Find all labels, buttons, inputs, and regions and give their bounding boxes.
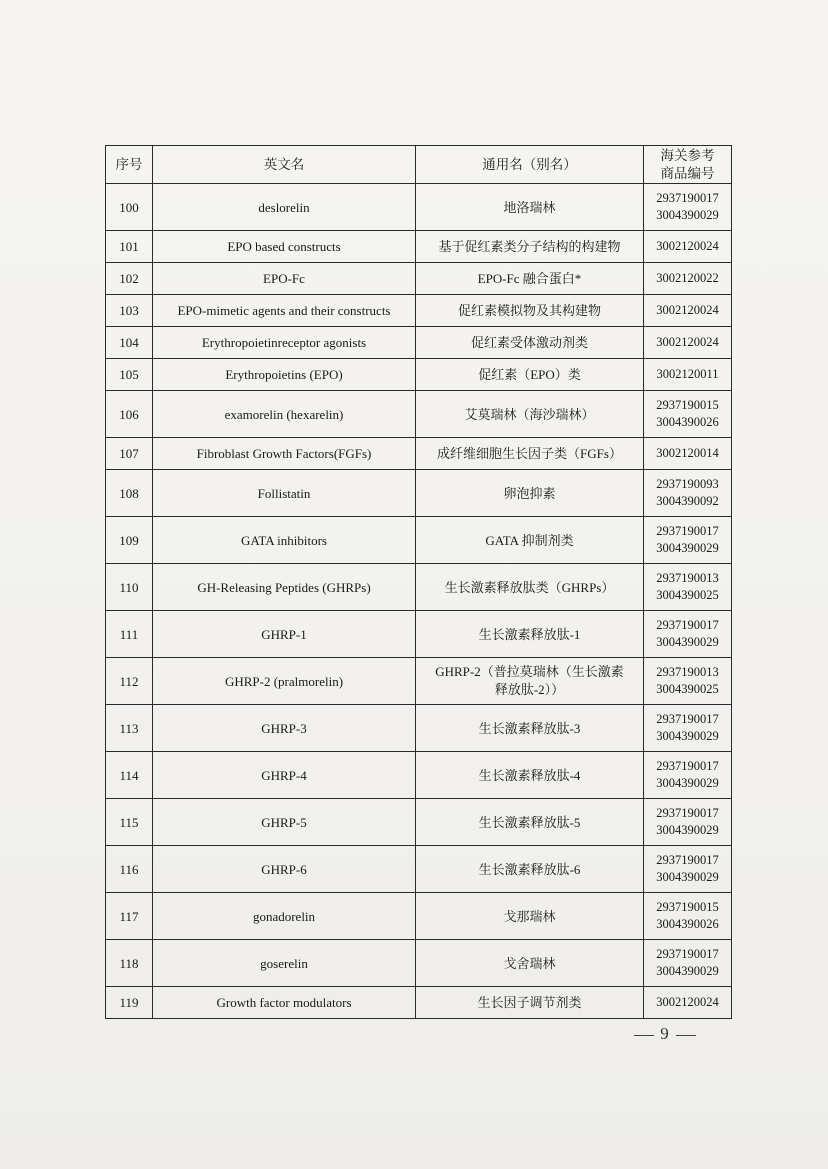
row-customs-codes <box>644 846 732 893</box>
row-common-name: GATA 抑制剂类 <box>416 517 644 564</box>
customs-code: 2937190017 <box>656 524 719 538</box>
row-index: 105 <box>106 359 153 391</box>
header-customs-code-line2: 商品编号 <box>660 165 715 181</box>
row-common-name: 艾莫瑞林（海沙瑞林） <box>416 391 644 438</box>
row-common-name: 生长因子调节剂类 <box>416 987 644 1019</box>
customs-code: 2937190017 <box>656 947 719 961</box>
row-customs-codes <box>644 263 732 295</box>
row-index: 100 <box>106 184 153 231</box>
row-index: 104 <box>106 327 153 359</box>
customs-code: 2937190017 <box>656 853 719 867</box>
customs-code: 3004390029 <box>656 776 719 790</box>
row-index: 108 <box>106 470 153 517</box>
row-index: 111 <box>106 611 153 658</box>
customs-code: 3004390029 <box>656 870 719 884</box>
table-row <box>106 987 732 1019</box>
row-customs-codes <box>644 893 732 940</box>
page-number-dash-right <box>676 1035 696 1036</box>
header-common-name: 通用名（别名） <box>416 146 644 184</box>
row-customs-codes <box>644 438 732 470</box>
table-row <box>106 611 732 658</box>
table-row <box>106 658 732 705</box>
customs-code: 2937190017 <box>656 806 719 820</box>
table-row <box>106 517 732 564</box>
customs-code: 3002120024 <box>656 303 719 317</box>
table-row <box>106 564 732 611</box>
row-customs-codes <box>644 517 732 564</box>
row-common-name: 成纤维细胞生长因子类（FGFs） <box>416 438 644 470</box>
row-index: 114 <box>106 752 153 799</box>
customs-code: 3004390029 <box>656 729 719 743</box>
substance-table <box>105 145 732 1019</box>
row-customs-codes <box>644 470 732 517</box>
row-index: 117 <box>106 893 153 940</box>
row-english-name: deslorelin <box>153 184 416 231</box>
row-customs-codes <box>644 987 732 1019</box>
row-english-name: GATA inhibitors <box>153 517 416 564</box>
table-row <box>106 940 732 987</box>
row-customs-codes <box>644 359 732 391</box>
row-english-name: Fibroblast Growth Factors(FGFs) <box>153 438 416 470</box>
customs-code: 3004390029 <box>656 635 719 649</box>
customs-code: 3004390029 <box>656 964 719 978</box>
row-customs-codes <box>644 752 732 799</box>
row-common-name: 促红素受体激动剂类 <box>416 327 644 359</box>
row-common-name: 促红素（EPO）类 <box>416 359 644 391</box>
table-row <box>106 327 732 359</box>
row-customs-codes <box>644 184 732 231</box>
customs-code: 3004390029 <box>656 208 719 222</box>
row-common-name: 生长激素释放肽类（GHRPs） <box>416 564 644 611</box>
customs-code: 3004390025 <box>656 682 719 696</box>
customs-code: 3002120022 <box>656 271 719 285</box>
row-customs-codes <box>644 658 732 705</box>
row-english-name: GHRP-2 (pralmorelin) <box>153 658 416 705</box>
table-body <box>106 184 732 1019</box>
row-customs-codes <box>644 231 732 263</box>
row-index: 107 <box>106 438 153 470</box>
header-index: 序号 <box>106 146 153 184</box>
row-index: 103 <box>106 295 153 327</box>
customs-code: 3002120014 <box>656 446 719 460</box>
row-index: 102 <box>106 263 153 295</box>
page-number <box>623 1024 707 1044</box>
customs-code: 3002120024 <box>656 995 719 1009</box>
table-header-row <box>106 146 732 184</box>
row-english-name: GHRP-5 <box>153 799 416 846</box>
row-customs-codes <box>644 940 732 987</box>
table-row <box>106 359 732 391</box>
row-common-name-line: 释放肽-2）） <box>494 682 565 697</box>
customs-code: 3004390026 <box>656 917 719 931</box>
customs-code: 3004390029 <box>656 823 719 837</box>
row-common-name: 生长激素释放肽-5 <box>416 799 644 846</box>
customs-code: 2937190017 <box>656 191 719 205</box>
row-index: 109 <box>106 517 153 564</box>
table-row <box>106 184 732 231</box>
row-common-name: 促红素模拟物及其构建物 <box>416 295 644 327</box>
customs-code: 3004390029 <box>656 541 719 555</box>
customs-code: 3002120024 <box>656 335 719 349</box>
row-common-name <box>416 658 644 705</box>
customs-code: 2937190017 <box>656 712 719 726</box>
row-common-name: 戈那瑞林 <box>416 893 644 940</box>
row-common-name: 戈舍瑞林 <box>416 940 644 987</box>
row-english-name: GHRP-1 <box>153 611 416 658</box>
customs-code: 2937190017 <box>656 759 719 773</box>
customs-code: 3004390025 <box>656 588 719 602</box>
row-customs-codes <box>644 705 732 752</box>
row-common-name: 生长激素释放肽-6 <box>416 846 644 893</box>
table-row <box>106 799 732 846</box>
row-customs-codes <box>644 564 732 611</box>
table-row <box>106 438 732 470</box>
row-english-name: Growth factor modulators <box>153 987 416 1019</box>
table-row <box>106 295 732 327</box>
row-english-name: Erythropoietins (EPO) <box>153 359 416 391</box>
header-customs-code <box>644 146 732 184</box>
row-index: 115 <box>106 799 153 846</box>
row-index: 106 <box>106 391 153 438</box>
customs-code: 2937190015 <box>656 398 719 412</box>
page-number-value: 9 <box>660 1024 670 1043</box>
row-index: 110 <box>106 564 153 611</box>
page-number-dash-left <box>634 1035 654 1036</box>
table-row <box>106 893 732 940</box>
table-row <box>106 705 732 752</box>
row-index: 119 <box>106 987 153 1019</box>
row-common-name: 基于促红素类分子结构的构建物 <box>416 231 644 263</box>
header-customs-code-line1: 海关参考 <box>660 147 715 163</box>
row-common-name: 生长激素释放肽-1 <box>416 611 644 658</box>
row-english-name: EPO-mimetic agents and their constructs <box>153 295 416 327</box>
customs-code: 2937190093 <box>656 477 719 491</box>
row-common-name: 卵泡抑素 <box>416 470 644 517</box>
customs-code: 2937190013 <box>656 571 719 585</box>
row-english-name: EPO based constructs <box>153 231 416 263</box>
row-customs-codes <box>644 391 732 438</box>
table-row <box>106 231 732 263</box>
row-english-name: examorelin (hexarelin) <box>153 391 416 438</box>
row-common-name: 地洛瑞林 <box>416 184 644 231</box>
row-customs-codes <box>644 327 732 359</box>
row-index: 113 <box>106 705 153 752</box>
customs-code: 3002120011 <box>656 367 719 381</box>
table-row <box>106 846 732 893</box>
customs-code: 2937190015 <box>656 900 719 914</box>
row-index: 112 <box>106 658 153 705</box>
customs-code: 2937190013 <box>656 665 719 679</box>
row-customs-codes <box>644 295 732 327</box>
row-english-name: EPO-Fc <box>153 263 416 295</box>
row-english-name: GH-Releasing Peptides (GHRPs) <box>153 564 416 611</box>
row-index: 118 <box>106 940 153 987</box>
row-english-name: gonadorelin <box>153 893 416 940</box>
table-row <box>106 391 732 438</box>
header-english-name: 英文名 <box>153 146 416 184</box>
customs-code: 3004390092 <box>656 494 719 508</box>
row-english-name: Follistatin <box>153 470 416 517</box>
table-row <box>106 752 732 799</box>
row-english-name: goserelin <box>153 940 416 987</box>
row-index: 116 <box>106 846 153 893</box>
customs-code: 3002120024 <box>656 239 719 253</box>
row-customs-codes <box>644 799 732 846</box>
customs-code: 2937190017 <box>656 618 719 632</box>
row-common-name: 生长激素释放肽-4 <box>416 752 644 799</box>
row-common-name-line: GHRP-2（普拉莫瑞林（生长激素 <box>435 664 624 679</box>
row-english-name: Erythropoietinreceptor agonists <box>153 327 416 359</box>
row-english-name: GHRP-6 <box>153 846 416 893</box>
row-english-name: GHRP-4 <box>153 752 416 799</box>
row-customs-codes <box>644 611 732 658</box>
row-common-name: 生长激素释放肽-3 <box>416 705 644 752</box>
customs-code: 3004390026 <box>656 415 719 429</box>
row-index: 101 <box>106 231 153 263</box>
table-row <box>106 470 732 517</box>
row-common-name: EPO-Fc 融合蛋白* <box>416 263 644 295</box>
row-english-name: GHRP-3 <box>153 705 416 752</box>
table-row <box>106 263 732 295</box>
